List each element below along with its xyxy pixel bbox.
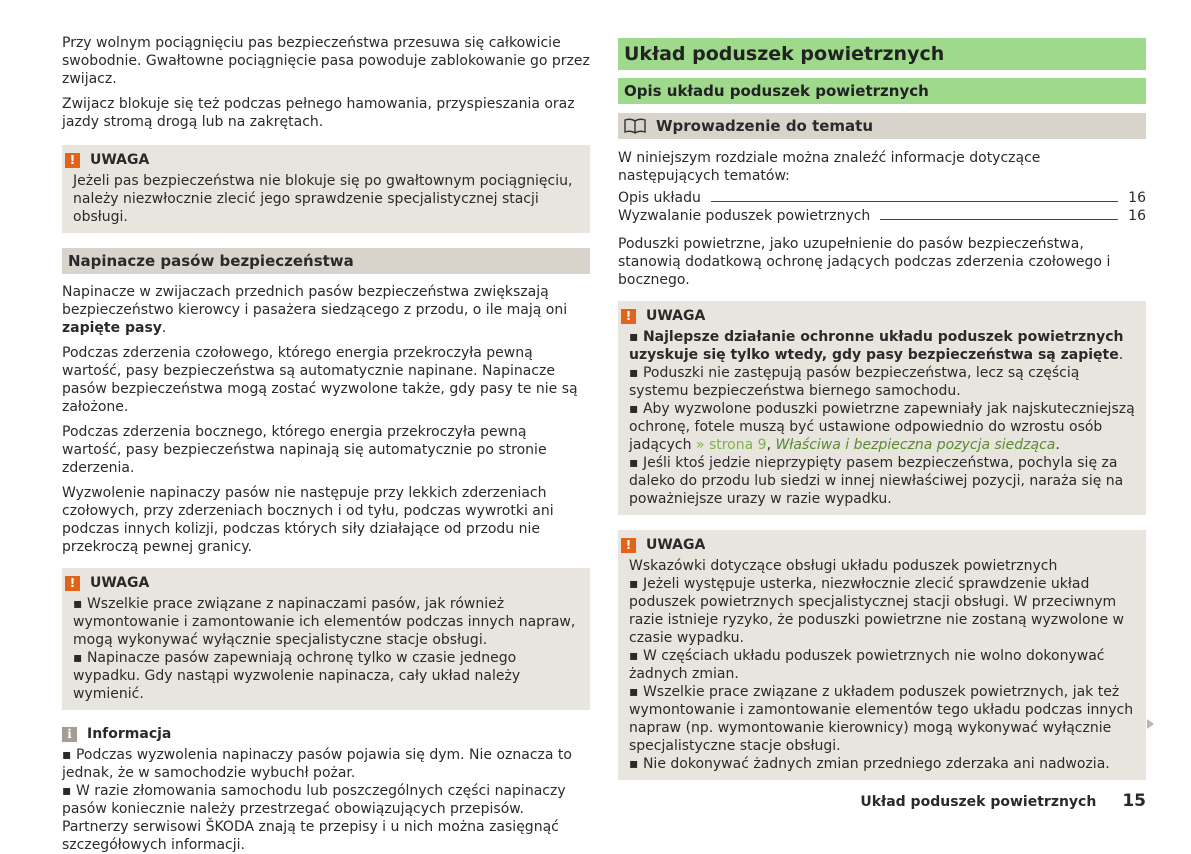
- right-column: [618, 34, 1146, 795]
- warning-header: [62, 574, 579, 592]
- book-icon: [624, 118, 646, 134]
- info-icon: i: [62, 727, 77, 742]
- warning-text: Jeżeli pas bezpieczeństwa nie blokuje się po gwałtownym pociągnięciu, należy niezwłocznie zlecić jego sprawdzenie specjalistycznej stacji obsługi.: [73, 173, 573, 225]
- page-link[interactable]: » strona 9: [695, 437, 767, 453]
- toc-entry[interactable]: [618, 189, 1146, 207]
- list-item: ▪ Podczas wyzwolenia napinaczy pasów pojawia się dym. Nie oznacza to jednak, że w samochodzie wybuchł pożar.: [62, 746, 590, 782]
- warning-icon: !: [65, 153, 80, 168]
- section-reference: Właściwa i bezpieczna pozycja siedząca: [775, 437, 1056, 453]
- list-item: ▪ Jeżeli występuje usterka, niezwłocznie zlecić sprawdzenie układ poduszek powietrznych specjalistycznej stacji obsługi. W przeciwnym razie istnieje ryzyko, że poduszki powietrzne nie zostaną wyzwolone w czasie wypadku.: [629, 575, 1135, 647]
- warning-title: UWAGA: [90, 152, 150, 168]
- warning-lead: Wskazówki dotyczące obsługi układu poduszek powietrznych: [629, 558, 1058, 574]
- warning-header: [62, 151, 579, 169]
- toc-page: 16: [1128, 190, 1146, 206]
- paragraph: Przy wolnym pociągnięciu pas bezpieczeństwa przesuwa się całkowicie swobodnie. Gwałtowne pociągnięcie pasa powoduje zablokowanie go przez zwijacz.: [62, 35, 590, 87]
- toc-label: Wyzwalanie poduszek powietrznych: [618, 208, 871, 224]
- left-column: [62, 34, 590, 854]
- warning-icon: !: [621, 309, 636, 324]
- list-item: ▪ Jeśli ktoś jedzie nieprzypięty pasem bezpieczeństwa, pochyla się za daleko do przodu lub siedzi w innej niewłaściwej pozycji, naraża się na poważniejsze urazy w razie wypadku.: [629, 454, 1135, 508]
- continue-arrow-icon: [1147, 719, 1154, 729]
- paragraph: Wyzwolenie napinaczy pasów nie następuje przy lekkich zderzeniach czołowych, przy zderzeniach bocznych i od tyłu, podczas wywrotki ani podczas innych kolizji, podczas których siły działające od przodu nie przekroczą pewnej granicy.: [62, 485, 554, 555]
- list-item: ▪ Poduszki nie zastępują pasów bezpieczeństwa, lecz są częścią systemu bezpieczeństwa biernego samochodu.: [629, 364, 1135, 400]
- paragraph: Napinacze w zwijaczach przednich pasów bezpieczeństwa zwiększają bezpieczeństwo kierowcy i pasażera siedzącego z przodu, o ile mają oni zapięte pasy.: [62, 284, 568, 336]
- warning-box: [618, 530, 1146, 780]
- paragraph: Zwijacz blokuje się też podczas pełnego hamowania, przyspieszania oraz jazdy stromą drogą lub na zakrętach.: [62, 96, 575, 130]
- toc-entry[interactable]: [618, 207, 1146, 225]
- warning-title: UWAGA: [646, 537, 706, 553]
- toc-page: 16: [1128, 208, 1146, 224]
- list-item: ▪ Aby wyzwolone poduszki powietrzne zapewniały jak najskuteczniejszą ochronę, fotele muszą być ustawione odpowiednio do wzrostu osób jadących » strona 9, Właściwa i bezpieczna pozycja siedząca.: [629, 400, 1135, 454]
- warning-box: [62, 568, 590, 710]
- list-item: ▪ W razie złomowania samochodu lub poszczególnych części napinaczy pasów koniecznie należy przestrzegać obowiązujących przepisów. Partnerzy serwisowi ŠKODA znają te przepisy i u nich można zasięgnąć szczegółowych informacji.: [62, 782, 590, 854]
- paragraph: Poduszki powietrzne, jako uzupełnienie do pasów bezpieczeństwa, stanowią dodatkową ochronę jadących podczas zderzenia czołowego i bocznego.: [618, 236, 1111, 288]
- warning-box: [618, 301, 1146, 515]
- list-item: ▪ Wszelkie prace związane z napinaczami pasów, jak również wymontowanie i zamontowanie ich elementów podczas innych napraw, mogą wykonywać wyłącznie specjalistyczne stacje obsługi.: [73, 595, 579, 649]
- bold-text: zapięte pasy: [62, 320, 162, 336]
- list-item: ▪ Nie dokonywać żadnych zmian przedniego zderzaka ani nadwozia.: [629, 755, 1135, 773]
- page-footer: [860, 792, 1146, 811]
- paragraph: Podczas zderzenia bocznego, którego energia przekroczyła pewną wartość, pasy bezpieczeństwa napinają się automatycznie po stronie zderzenia.: [62, 424, 547, 476]
- warning-icon: !: [621, 538, 636, 553]
- warning-header: [618, 536, 1135, 554]
- list-item: ▪ Wszelkie prace związane z układem poduszek powietrznych, jak też wymontowanie i zamontowanie elementów tego układu podczas innych napraw (np. wymontowanie kierownicy) mogą wykonywać wyłącznie specjalistyczne stacje obsługi.: [629, 683, 1135, 755]
- footer-title: Układ poduszek powietrznych: [860, 794, 1097, 810]
- warning-box: [62, 145, 590, 233]
- warning-icon: !: [65, 576, 80, 591]
- paragraph: Podczas zderzenia czołowego, którego energia przekroczyła pewną wartość, pasy bezpieczeństwa są automatycznie napinane. Napinacze pasów bezpieczeństwa mogą zostać wyzwolone także, gdy pasy te nie są założone.: [62, 345, 578, 415]
- toc-label: Opis układu: [618, 190, 701, 206]
- warning-header: [618, 307, 1135, 325]
- list-item: ▪ Napinacze pasów zapewniają ochronę tylko w czasie jednego wypadku. Gdy nastąpi wyzwolenie napinacza, cały układ należy wymienić.: [73, 649, 579, 703]
- subsection-title: Wprowadzenie do tematu: [618, 113, 1146, 139]
- warning-title: UWAGA: [90, 575, 150, 591]
- list-item: ▪ Najlepsze działanie ochronne układu poduszek powietrznych uzyskuje się tylko wtedy, gdy pasy bezpieczeństwa są zapięte.: [629, 328, 1135, 364]
- warning-title: UWAGA: [646, 308, 706, 324]
- section-title: Napinacze pasów bezpieczeństwa: [62, 248, 590, 274]
- section-title: Opis układu poduszek powietrznych: [618, 78, 1146, 104]
- info-header: [62, 725, 590, 743]
- paragraph: W niniejszym rozdziale można znaleźć informacje dotyczące następujących tematów:: [618, 150, 1041, 184]
- page-number: 15: [1122, 791, 1146, 811]
- info-box: [62, 725, 590, 854]
- list-item: ▪ W częściach układu poduszek powietrznych nie wolno dokonywać żadnych zmian.: [629, 647, 1135, 683]
- info-title: Informacja: [87, 726, 172, 742]
- chapter-title: Układ poduszek powietrznych: [618, 38, 1146, 70]
